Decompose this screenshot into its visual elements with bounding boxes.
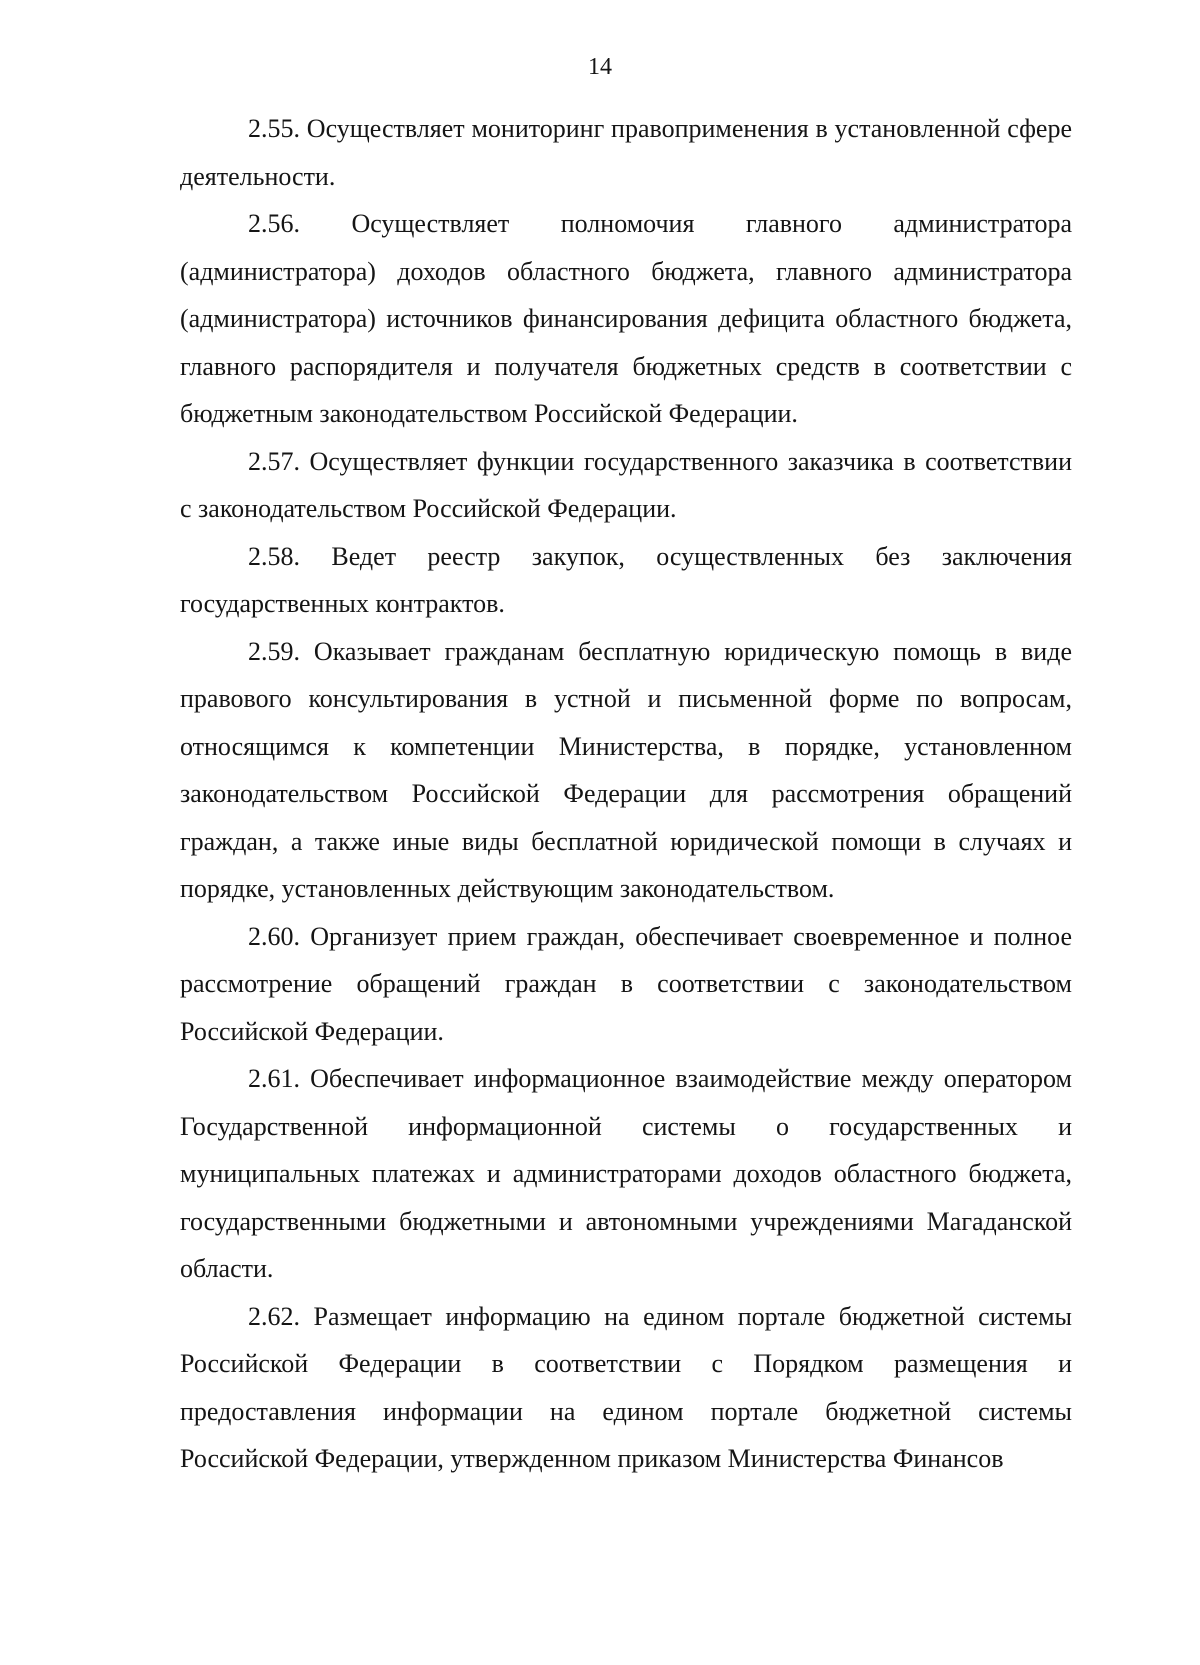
paragraph-2-60: 2.60. Организует прием граждан, обеспечивает своевременное и полное рассмотрение обращений граждан в соответствии с законодательством Российской Федерации.: [180, 921, 1072, 1046]
page-number: 14: [588, 54, 612, 80]
paragraph-2-55: 2.55. Осуществляет мониторинг правоприменения в установленной сфере деятельности.: [180, 114, 1072, 191]
document-body: [180, 105, 1072, 1483]
paragraph-2-58: 2.58. Ведет реестр закупок, осуществленных без заключения государственных контрактов.: [180, 541, 1072, 618]
paragraph-2-62: 2.62. Размещает информацию на едином портале бюджетной системы Российской Федерации в соответствии с Порядком размещения и предоставления информации на едином портале бюджетной системы Российской Федерации, утвержденном приказом Министерства Финансов: [180, 1301, 1072, 1473]
paragraph-2-59: 2.59. Оказывает гражданам бесплатную юридическую помощь в виде правового консультирования в устной и письменной форме по вопросам, относящимся к компетенции Министерства, в порядке, установленном законодательством Российской Федерации для рассмотрения обращений граждан, а также иные виды бесплатной юридической помощи в случаях и порядке, установленных действующим законодательством.: [180, 636, 1072, 903]
paragraph-2-61: 2.61. Обеспечивает информационное взаимодействие между оператором Государственной информационной системы о государственных и муниципальных платежах и администраторами доходов областного бюджета, государственными бюджетными и автономными учреждениями Магаданской области.: [180, 1064, 1072, 1283]
paragraph-2-56: 2.56. Осуществляет полномочия главного администратора (администратора) доходов областного бюджета, главного администратора (администратора) источников финансирования дефицита областного бюджета, главного распорядителя и получателя бюджетных средств в соответствии с бюджетным законодательством Российской Федерации.: [180, 209, 1072, 428]
paragraph-2-57: 2.57. Осуществляет функции государственного заказчика в соответствии с законодательством Российской Федерации.: [180, 446, 1072, 523]
